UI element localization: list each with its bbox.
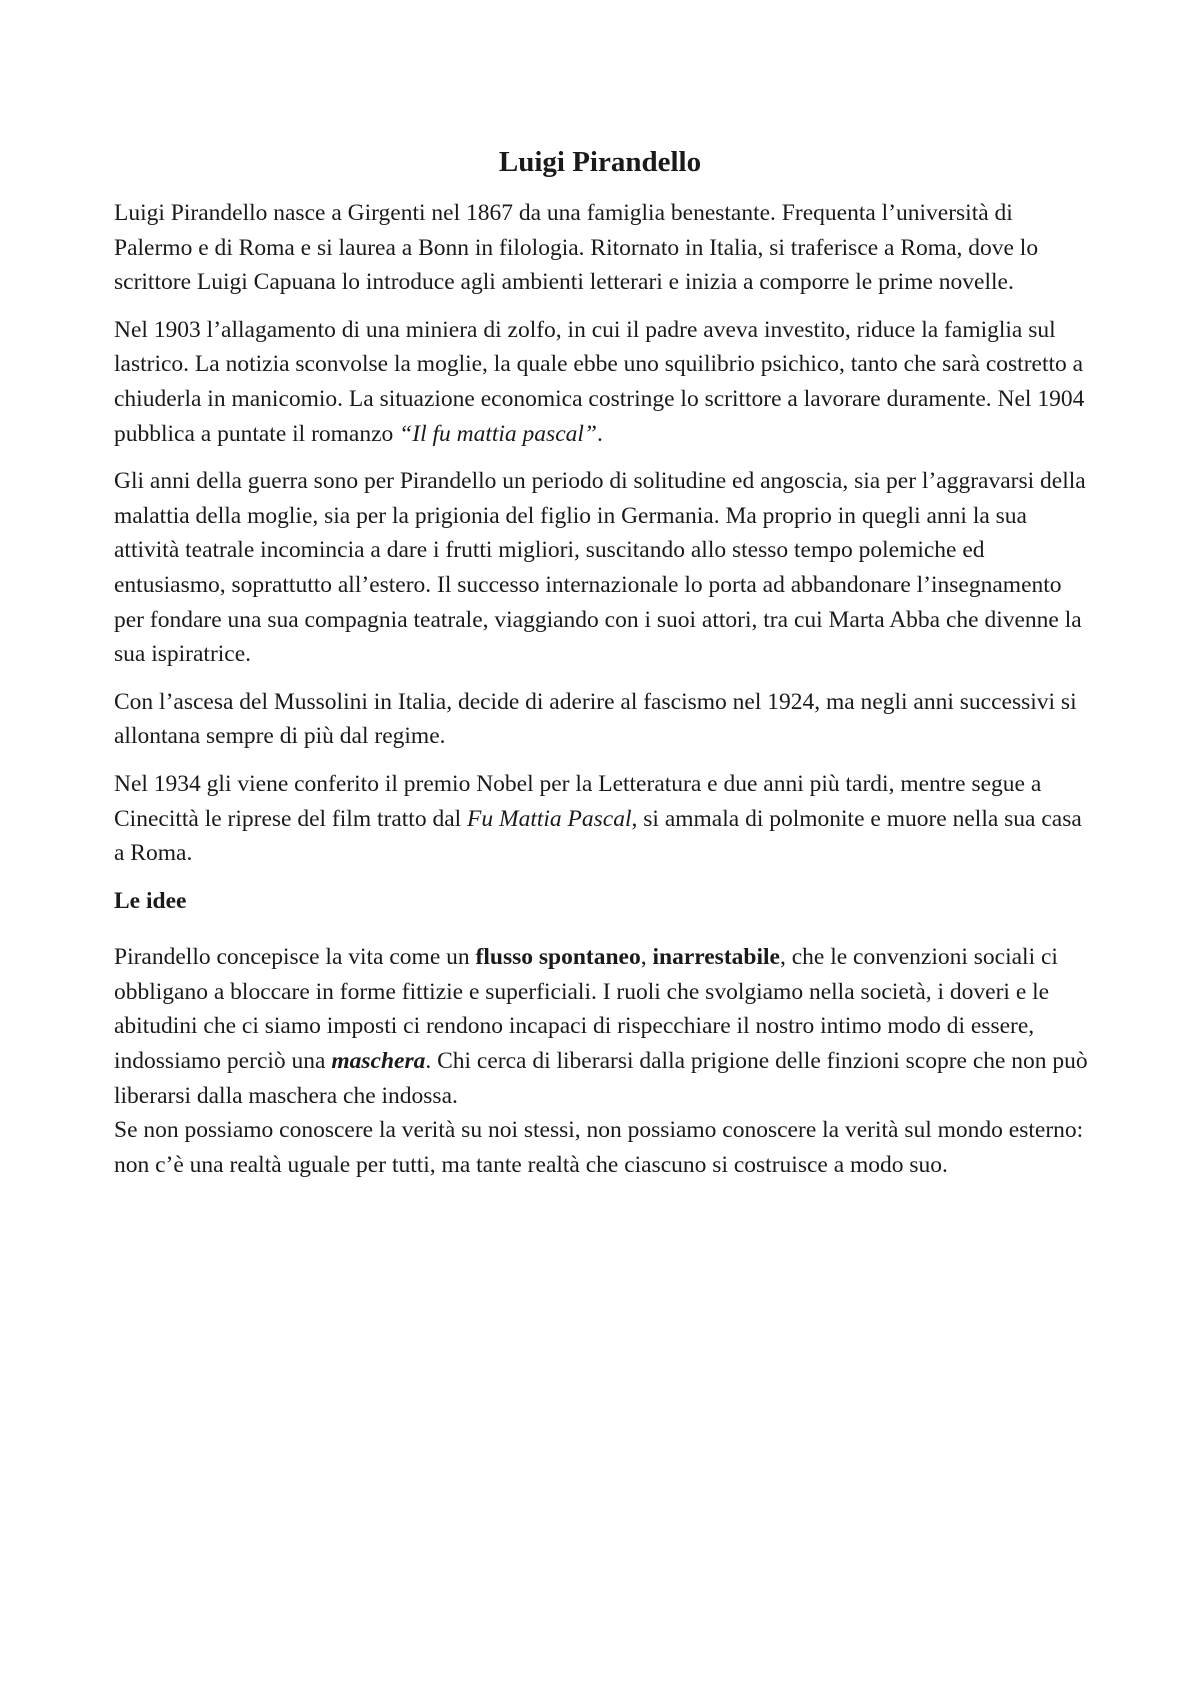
bold-term: flusso spontaneo	[475, 944, 641, 971]
biography-paragraph-4: Con l’ascesa del Mussolini in Italia, decide di aderire al fascismo nel 1924, ma negli anni successivi si allontana sempre di più dal regime.	[114, 688, 1077, 750]
document-title: Luigi Pirandello	[498, 146, 702, 178]
paragraph-text: Nel 1903 l’allagamento di una miniera di zolfo, in cui il padre aveva investito, riduce la famiglia sul lastrico. La notizia sconvolse la moglie, la quale ebbe uno squilibrio psichico, tanto che sarà costretto a chiuderla in manicomio. La situazione economica costringe lo scrittore a lavorare duramente. Nel 1904 pubblica a puntate il romanzo	[114, 316, 1085, 447]
document-body	[114, 196, 1089, 1195]
biography-paragraph-2	[114, 313, 1089, 451]
ideas-paragraph-2: Se non possiamo conoscere la verità su noi stessi, non possiamo conoscere la verità sul mondo esterno: non c’è una realtà uguale per tutti, ma tante realtà che ciascuno si costruisce a modo suo.	[114, 1117, 1084, 1178]
novel-title-italic: “Il fu mattia pascal”	[399, 420, 597, 447]
bold-term: inarrestabile	[652, 944, 780, 971]
paragraph-text: Pirandello concepisce la vita come un	[114, 944, 476, 971]
biography-paragraph-1: Luigi Pirandello nasce a Girgenti nel 1867 da una famiglia benestante. Frequenta l’università di Palermo e di Roma e si laurea a Bonn in filologia. Ritornato in Italia, si traferisce a Roma, dove lo scrittore Luigi Capuana lo introduce agli ambienti letterari e inizia a comporre le prime novelle.	[114, 200, 1039, 296]
paragraph-text: , si ammala di polmonite e muore nella sua casa a Roma.	[114, 805, 1082, 867]
biography-paragraph-5	[114, 767, 1089, 871]
ideas-paragraph-1	[114, 940, 1089, 1113]
bold-italic-term: maschera	[331, 1048, 426, 1075]
biography-paragraph-3: Gli anni della guerra sono per Pirandello un periodo di solitudine ed angoscia, sia per l’aggravarsi della malattia della moglie, sia per la prigionia del figlio in Germania. Ma proprio in quegli anni la sua attività teatrale incomincia a dare i frutti migliori, suscitando allo stesso tempo polemiche ed entusiasmo, soprattutto all’estero. Il successo internazionale lo porta ad abbandonare l’insegnamento per fondare una sua compagnia teatrale, viaggiando con i suoi attori, tra cui Marta Abba che divenne la sua ispiratrice.	[114, 468, 1086, 668]
novel-title-italic: Fu Mattia Pascal	[467, 805, 632, 832]
paragraph-text: .	[596, 420, 603, 447]
paragraph-text: , che le convenzioni sociali ci obbligano a bloccare in forme fittizie e superficiali. I ruoli che svolgiamo nella società, i doveri e le abitudini che ci siamo imposti ci rendono incapaci di rispecchiare il nostro intimo modo di essere, indossiamo perciò una	[114, 944, 1058, 1075]
paragraph-text: ,	[640, 944, 653, 971]
section-heading: Le idee	[114, 887, 187, 914]
paragraph-text: . Chi cerca di liberarsi dalla prigione delle finzioni scopre che non può liberarsi dalla maschera che indossa.	[114, 1048, 1088, 1109]
paragraph-text: Nel 1934 gli viene conferito il premio Nobel per la Letteratura e due anni più tardi, mentre segue a Cinecittà le riprese del film tratto dal	[114, 770, 1042, 832]
